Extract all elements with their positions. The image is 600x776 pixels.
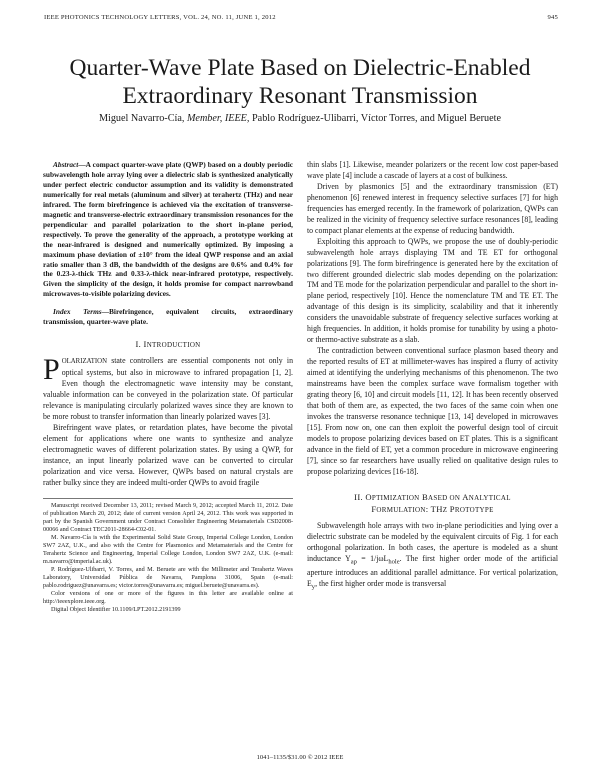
index-terms-text: —Birefringence, equivalent circuits, extraordinary transmission, quarter-wave plate.: [43, 307, 293, 327]
right-paragraph-1: thin slabs [1]. Likewise, meander polarizers or the recent low cost paper-based wave plate [4] include a cascade of layers at a cost of bulkiness.: [307, 160, 558, 180]
footnote-manuscript: Manuscript received December 13, 2011; revised March 9, 2012; accepted March 11, 2012. Date of publication March 20, 2012; date of current version April 24, 2012. This work was supported in part by the Spanish Government under Contract Consolider Engineering Metamaterials CSD2008-00066 and Contract TEC2011-28664-C02-01.: [43, 502, 293, 533]
footnote-author-1: M. Navarro-Cía is with the Experimental Solid State Group, Imperial College London, London SW7 2AZ, U.K., and also with the Centre for Plasmonics and Metamaterials and the Centre for Terahertz Science and Engineering, Imperial College London, London SW7 2AZ, U.K. (e-mail: m.navarro@imperial.ac.uk).: [43, 534, 293, 565]
page-number: 945: [547, 14, 558, 21]
abstract-lead: Abstract: [53, 160, 79, 169]
footnote-doi: Digital Object Identifier 10.1109/LPT.2012.2191399: [51, 606, 181, 613]
right-paragraph-5: Subwavelength hole arrays with two in-plane periodicities and lying over a dielectric substrate can be modeled by the equivalent circuits of Fig. 1 for each orthogonal polarization. In both cases, the aperture is modeled as a shunt inductance $Y_{ap} = 1/j\omega L_{hole}$. The first higher order mode of the artificial aperture introduces an additional parallel admittance. For vertical polarization, $E_y$, the first higher order mode is transversal: [307, 520, 558, 591]
intro-paragraph-1: POLARIZATION state controllers are essential components not only in optical systems, but also in microwave to infrared propagation [1, 2]. Even though the electromagnetic wave intensity may be constant, valuable information can be conveyed in the polarization state. Of particular relevance is manipulating circularly polarized waves since they are known to be more robust to transfer information than linearly polarized waves [3].: [43, 353, 293, 421]
abstract-text: —A compact quarter-wave plate (QWP) based on a doubly periodic subwavelength hole array lying over a dielectric slab is synthesized analytically under perfect electric conductor assumption and its validity is demonstrated numerically for real metals (aluminum and silver) at terahertz (THz) and near infrared. The form birefringence is achieved via the excitation of transverse-magnetic and transverse-electric extraordinary transmission resonances for the perpendicular and parallel polarization to the short in-plane period, respectively. To prove the generality of the approach, a prototype working at the near-infrared is designed and numerically optimized. By imposing a maximum phase deviation of ±10° from the ideal QWP response and an axial ratio smaller than 3 dB, the bandwidth of the designs are 0.6% and 0.4% for the 0.23-λ-thick THz and 0.33-λ-thick near-infrared prototype, respectively. Given the simplicity of the design, it holds promise for compact narrowband microwaves-to-visible polarizing devices.: [43, 160, 293, 299]
abstract: [43, 160, 293, 299]
author-1: Miguel Navarro-Cía,: [98, 113, 185, 124]
index-terms-lead: Index Terms: [53, 307, 102, 317]
intro-paragraph-2: Birefringent wave plates, or retardation plates, have become the pivotal element for applications where one wants to synthesize and analyze electromagnetic waves of different polarization states. By using a QWP, for instance, an input linearly polarized wave can be converted to circular polarization and vice versa. However, QWPs based on natural crystals are rather bulky since they are indeed multi-order QWPs to avoid fragile: [43, 422, 293, 487]
title-line-1: Quarter-Wave Plate Based on Dielectric-Enabled: [69, 55, 531, 81]
section-heading-line-2: FORMULATION: THZ PROTOTYPE: [371, 503, 494, 514]
right-column: [307, 160, 558, 593]
other-authors: Pablo Rodríguez-Ulibarri, Víctor Torres, and Miguel Beruete: [252, 113, 502, 124]
author-list: [30, 113, 570, 124]
right-paragraph-2: Driven by plasmonics [5] and the extraordinary transmission (ET) phenomenon [6] renewed interest in frequency selective surfaces [7] for high frequencies has emerged recently. In the framework of polarization, QWPs can be realized in the vicinity of frequency selective surface resonances [8], leading to compact planar elements at the expense of reducing bandwidth.: [307, 181, 558, 235]
running-header: [44, 14, 558, 21]
drop-cap: P: [43, 353, 60, 387]
journal-name: IEEE PHOTONICS TECHNOLOGY LETTERS, VOL. 24, NO. 11, JUNE 1, 2012: [44, 14, 276, 21]
footnote-authors-2: P. Rodríguez-Ulibarri, V. Torres, and M. Beruete are with the Millimeter and Terahertz Waves Laboratory, Universidad Pública de Navarra, Pamplona 31006, Spain (e-mail: pablo.rodriguez@unavarra.es; victor.torres@unavarra.es; miguel.beruete@unavarra.es).: [43, 566, 293, 589]
right-paragraph-4: The contradiction between conventional surface plasmon based theory and the reported results of ET at millimeter-waves has inspired a flurry of activity aimed at identifying the underlying mechanisms of this phenomenon. The two mainstreams have been the complex surface wave formalism together with grating theory [6, 10] and circuit models [11, 12]. It has been recently observed that both of them are, as expected, the two faces of the same coin when one invokes the transverse resonance technique [13, 14] developed in microwaves [15]. From now on, one can then exploit the powerful design tool of circuit models to propose polarizing devices based on ET plates. This is a significant advance in the field of ET, yet a common procedure in microwave engineering [7], since so far researchers have usually relied on qualitative design rules to propose polarizing devices [16-18].: [307, 346, 558, 476]
copyright-footer: 1041–1135/$31.00 © 2012 IEEE: [256, 754, 344, 761]
index-terms: [43, 307, 293, 327]
title-line-2: Extraordinary Resonant Transmission: [122, 83, 478, 109]
footnotes: [43, 498, 293, 614]
author-1-role: Member, IEEE,: [186, 113, 250, 124]
section-heading-optimization: [307, 492, 558, 516]
left-column: [43, 160, 293, 614]
section-heading-introduction: I. INTRODUCTION: [135, 339, 201, 350]
section-heading-line-1: II. OPTIMIZATION BASED ON ANALYTICAL: [354, 491, 511, 502]
footnote-color: Color versions of one or more of the figures in this letter are available online at http://ieeexplore.ieee.org.: [43, 590, 293, 605]
right-paragraph-3: Exploiting this approach to QWPs, we propose the use of doubly-periodic subwavelength hole arrays displaying TM and TE ET for orthogonal polarizations [9]. The form birefringence is generated here by the excitation of two different grounded dielectric slab modes depending on the polarization: TM and TE mode for the polarization perpendicular and parallel to the short in-plane period, respectively [10]. Hence the nomenclature TM and TE ET. The advantage of this design is its simplicity, scalability and that it inherently considers the unavoidable substrate of frequency selective surfaces working at high frequencies. In addition, it holds promise for tunability by using a photo- or thermo-active substrate as a slab.: [307, 236, 558, 345]
paper-title: [30, 54, 570, 110]
